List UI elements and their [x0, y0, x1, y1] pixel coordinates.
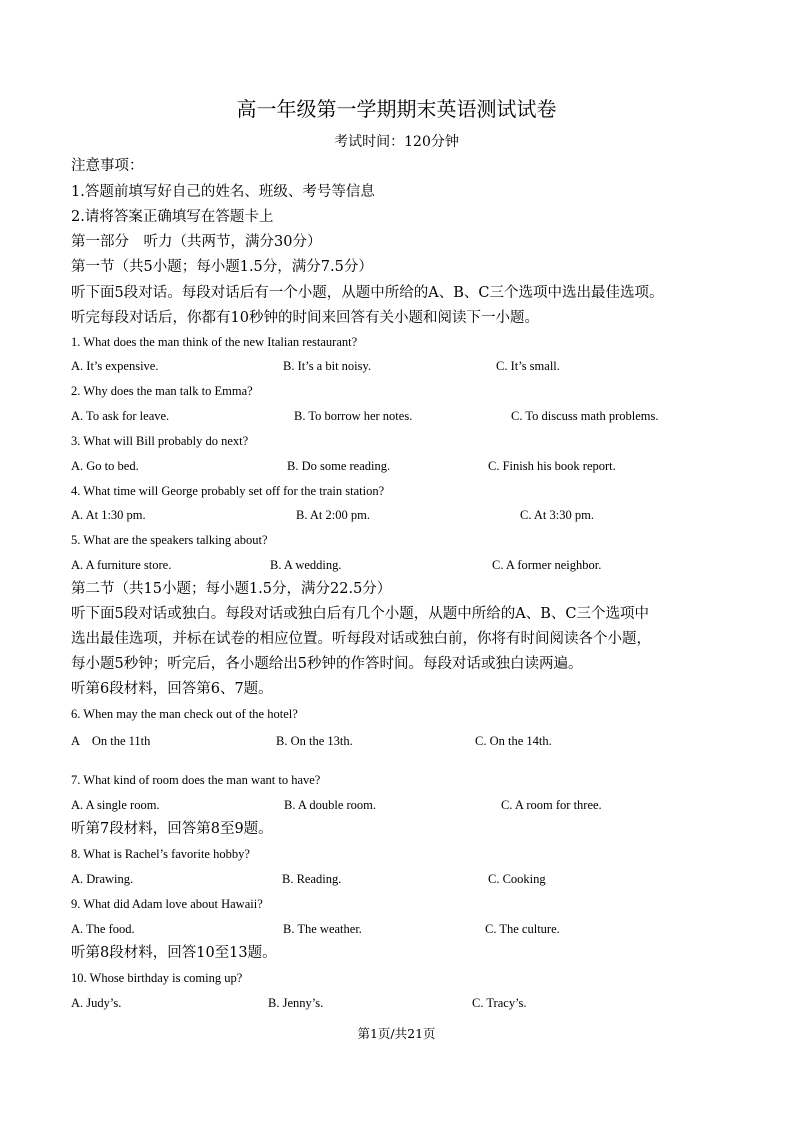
q6-option-c: C. On the 14th. — [475, 734, 552, 748]
q2-option-b: B. To borrow her notes. — [294, 409, 413, 423]
q10-option-c: C. Tracy’s. — [472, 996, 527, 1010]
q8-option-c: C. Cooking — [488, 872, 546, 886]
material-8-heading: 听第8段材料，回答10至13题。 — [71, 945, 277, 961]
q1-option-a: A. It’s expensive. — [71, 359, 159, 373]
q7-option-c: C. A room for three. — [501, 798, 602, 812]
q5-option-c: C. A former neighbor. — [492, 558, 602, 572]
exam-duration: 考试时间：120分钟 — [334, 134, 459, 150]
q8-option-b: B. Reading. — [282, 872, 342, 886]
page-title: 高一年级第一学期期末英语测试试卷 — [236, 97, 557, 121]
question-7: 7. What kind of room does the man want to have? — [71, 773, 321, 787]
page-number: 第1页/共21页 — [357, 1026, 436, 1041]
note-2: 2.请将答案正确填写在答题卡上 — [71, 209, 274, 225]
q3-option-b: B. Do some reading. — [287, 459, 391, 473]
q6-option-b: B. On the 13th. — [276, 734, 353, 748]
material-6-heading: 听第6段材料，回答第6、7题。 — [71, 681, 273, 697]
q9-option-b: B. The weather. — [283, 922, 362, 936]
question-8: 8. What is Rachel’s favorite hobby? — [71, 847, 250, 861]
section-one-instruction-2: 听完每段对话后，你都有10秒钟的时间来回答有关小题和阅读下一小题。 — [71, 310, 539, 326]
q7-option-b: B. A double room. — [284, 798, 377, 812]
q2-option-c: C. To discuss math problems. — [511, 409, 659, 423]
q1-option-b: B. It’s a bit noisy. — [283, 359, 372, 373]
question-9: 9. What did Adam love about Hawaii? — [71, 897, 263, 911]
q5-option-a: A. A furniture store. — [71, 558, 172, 572]
q4-option-b: B. At 2:00 pm. — [296, 508, 370, 522]
q9-option-c: C. The culture. — [485, 922, 560, 936]
q10-option-b: B. Jenny’s. — [268, 996, 324, 1010]
material-7-heading: 听第7段材料，回答第8至9题。 — [71, 821, 273, 837]
question-5: 5. What are the speakers talking about? — [71, 533, 268, 547]
q4-option-c: C. At 3:30 pm. — [520, 508, 594, 522]
q4-option-a: A. At 1:30 pm. — [71, 508, 146, 522]
q6-option-a: A On the 11th — [71, 734, 151, 748]
section-one-instruction-1: 听下面5段对话。每段对话后有一个小题，从题中所给的A、B、C三个选项中选出最佳选项。 — [71, 285, 664, 301]
question-10: 10. Whose birthday is coming up? — [71, 971, 243, 985]
question-1: 1. What does the man think of the new Italian restaurant? — [71, 335, 358, 349]
q8-option-a: A. Drawing. — [71, 872, 134, 886]
q2-option-a: A. To ask for leave. — [71, 409, 170, 423]
q10-option-a: A. Judy’s. — [71, 996, 122, 1010]
q1-option-c: C. It’s small. — [496, 359, 560, 373]
question-2: 2. Why does the man talk to Emma? — [71, 384, 253, 398]
question-6: 6. When may the man check out of the hotel? — [71, 707, 298, 721]
q7-option-a: A. A single room. — [71, 798, 160, 812]
question-3: 3. What will Bill probably do next? — [71, 434, 249, 448]
section-two-instruction-3: 每小题5秒钟；听完后，各小题给出5秒钟的作答时间。每段对话或独白读两遍。 — [71, 656, 583, 672]
q5-option-b: B. A wedding. — [270, 558, 342, 572]
part-one-heading: 第一部分 听力（共两节，满分30分） — [71, 234, 322, 250]
question-4: 4. What time will George probably set off for the train station? — [71, 484, 385, 498]
q9-option-a: A. The food. — [71, 922, 135, 936]
q3-option-a: A. Go to bed. — [71, 459, 139, 473]
notes-heading: 注意事项： — [71, 158, 144, 174]
section-two-heading: 第二节（共15小题；每小题1.5分，满分22.5分） — [71, 581, 392, 597]
section-two-instruction-2: 选出最佳选项，并标在试卷的相应位置。听每段对话或独白前，你将有时间阅读各个小题， — [71, 631, 651, 647]
section-two-instruction-1: 听下面5段对话或独白。每段对话或独白后有几个小题，从题中所给的A、B、C三个选项中 — [71, 606, 649, 622]
q3-option-c: C. Finish his book report. — [488, 459, 616, 473]
section-one-heading: 第一节（共5小题；每小题1.5分，满分7.5分） — [71, 259, 373, 275]
note-1: 1.答题前填写好自己的姓名、班级、考号等信息 — [71, 184, 375, 200]
